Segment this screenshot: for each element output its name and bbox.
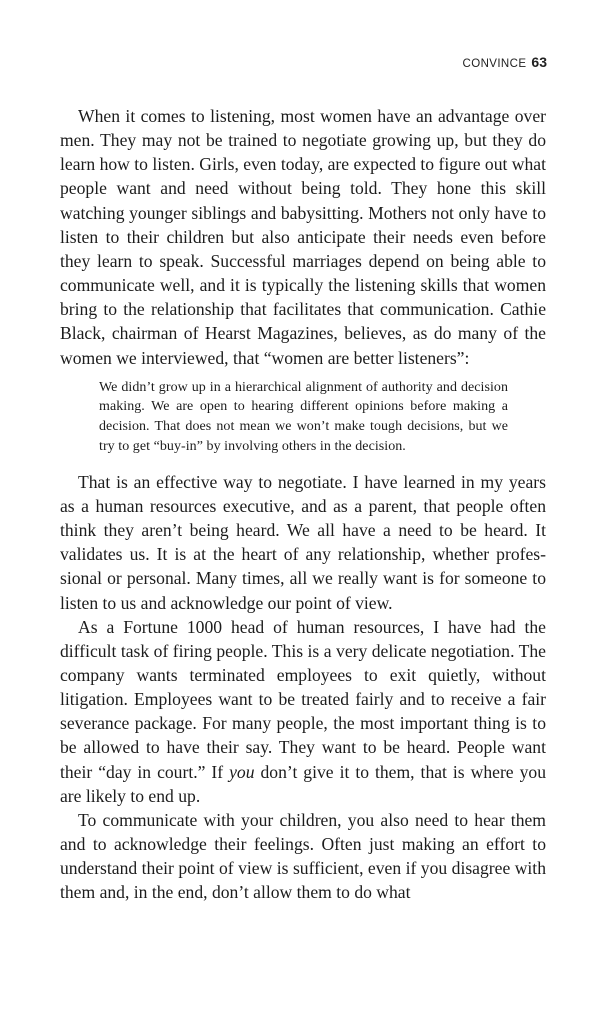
paragraph-firing-text-1: As a Fortune 1000 head of human resources, I have had the difficult task of firing people. This is a very delicate negotiation. The company wants terminated employees to exit quietly, without litigation. Employees want to be treated fairly and to receive a fair severance package. For many people, the most important thing is to be allowed to have their say. They want to be heard. People want their “day in court.” If	[60, 616, 546, 782]
page-number: 63	[531, 54, 547, 70]
paragraph-children: To communicate with your children, you also need to hear them and to acknowledge their feelings. Often just making an effort to understand their point of view is sufficient, even if you disagree with them and, in the end, don’t allow them to do what	[60, 809, 546, 903]
block-quote-cathie-black: We didn’t grow up in a hierarchical alignment of authority and decision making. We are open to hearing different opinions before making a decision. That does not mean we won’t make tough decisions, but we try to get “buy-in” by involving others in the decision.	[99, 379, 508, 454]
paragraph-firing-people	[60, 615, 546, 808]
running-head-chapter: CONVINCE	[462, 58, 527, 70]
body-text	[60, 104, 546, 905]
paragraph-effective-negotiation: That is an effective way to negotiate. I have learned in my years as a human resources executive, and as a parent, that people often think they aren’t being heard. We all have a need to be heard. It validates us. It is at the heart of any relationship, whether professional or personal. Many times, all we really want is for someone to listen to us and acknowledge our point of view.	[60, 471, 546, 613]
paragraph-listening-advantage: When it comes to listening, most women have an advantage over men. They may not be trained to negotiate growing up, but they do learn how to listen. Girls, even today, are expected to figure out what people want and need without being told. They hone this skill watching younger siblings and babysitting. Mothers not only have to listen to their children but also anticipate their needs even before they learn to speak. Successful marriages depend on being able to communicate well, and it is typically the listening skills that women bring to the relationship that facilitates that communication. Cathie Black, chairman of Hearst Magazines, believes, as do many of the women we interviewed, that “women are better listeners”:	[60, 106, 546, 368]
emphasis-you: you	[229, 761, 255, 782]
running-head	[463, 54, 547, 70]
paragraph-firing-text-2: don’t give it to them, that is where you are likely to end up.	[60, 761, 546, 806]
